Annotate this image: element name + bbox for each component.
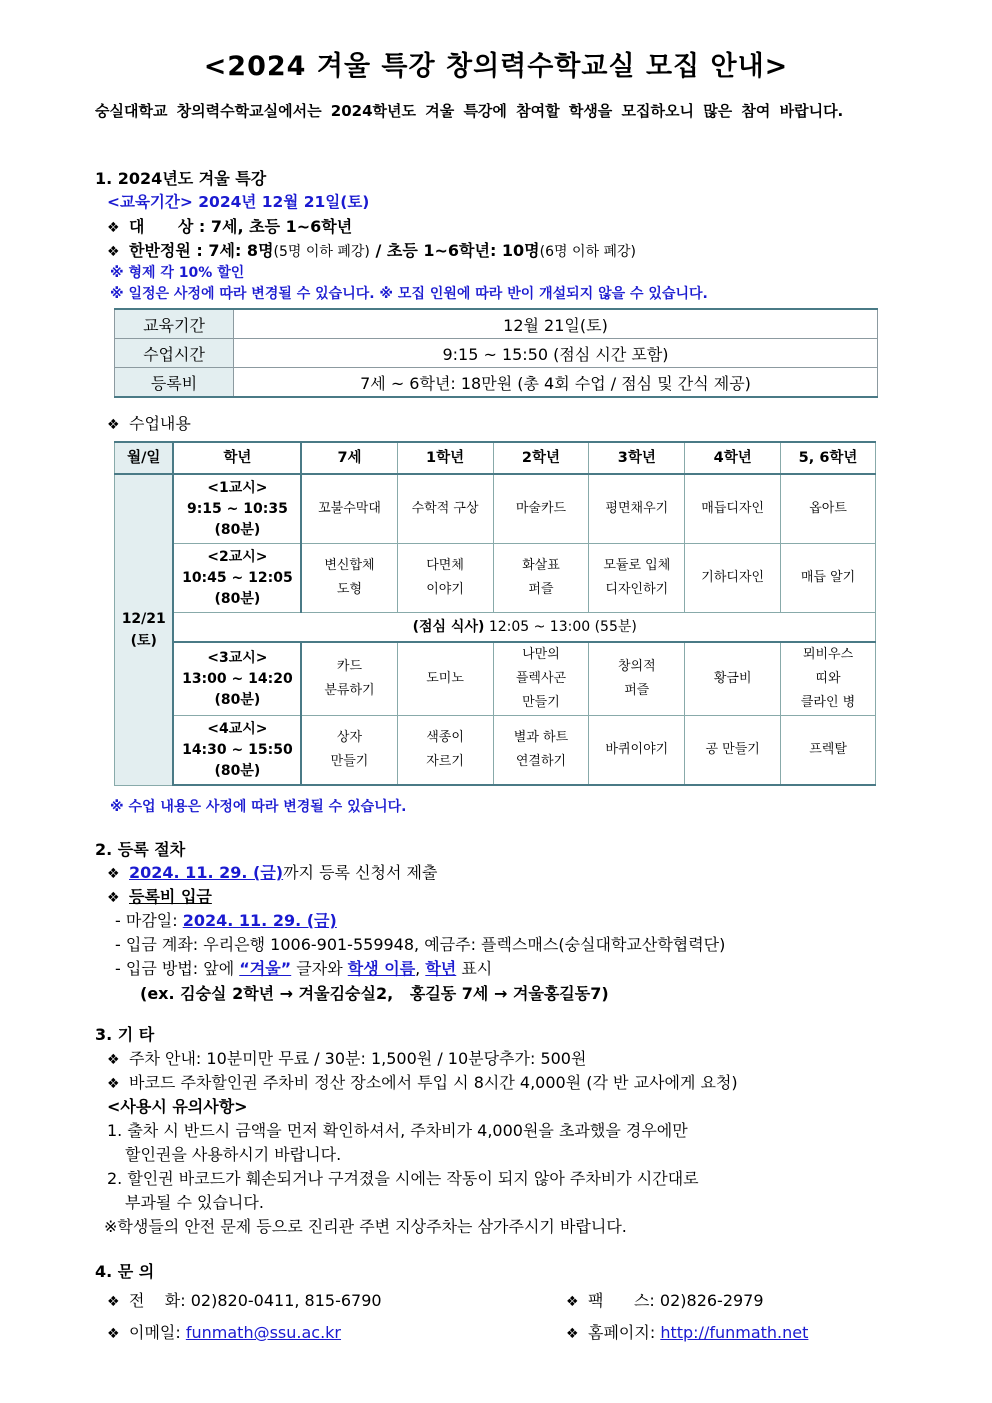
class-cell: 옵아트	[781, 474, 876, 544]
header-g2: 2학년	[493, 442, 589, 474]
lunch-row	[115, 613, 876, 643]
fee-line	[107, 884, 212, 907]
period-cell	[173, 544, 301, 613]
intro-text: 숭실대학교 창의력수학교실에서는 2024학년도 겨울 특강에 참여할 학생을 모집하오니 많은 참여 바랍니다.	[95, 102, 844, 120]
content-heading: 수업내용	[129, 414, 191, 433]
info-row	[115, 339, 878, 368]
class-cell: 뫼비우스 띠와 클라인 병	[781, 642, 876, 716]
capacity-label: 한반정원	[129, 241, 191, 260]
period-name: <3교시>	[207, 649, 268, 666]
schedule-header-row	[115, 442, 876, 474]
period-name: <1교시>	[207, 479, 268, 496]
class-cell: 도미노	[397, 642, 493, 716]
period-duration: (80분)	[214, 762, 261, 779]
page-title: <2024 겨울 특강 창의력수학교실 모집 안내>	[203, 51, 789, 82]
header-g1: 1학년	[397, 442, 493, 474]
class-cell: 프렉탈	[781, 716, 876, 786]
class-cell: 황금비	[685, 642, 781, 716]
diamond-bullet-icon: ❖	[107, 244, 120, 260]
header-date: 월/일	[115, 442, 174, 474]
period-time: 10:45 ~ 12:05	[182, 569, 293, 586]
class-cell: 상자 만들기	[301, 716, 397, 786]
target-line	[107, 214, 352, 237]
header-grade: 학년	[173, 442, 301, 474]
period-name: <4교시>	[207, 720, 268, 737]
class-cell: 수학적 구상	[397, 474, 493, 544]
fax-value: 02)826-2979	[659, 1291, 764, 1310]
class-cell: 다면체 이야기	[397, 544, 493, 613]
register-text: 까지 등록 신청서 제출	[283, 863, 438, 882]
diamond-bullet-icon: ❖	[107, 1326, 120, 1342]
period-time: 13:00 ~ 14:20	[182, 670, 293, 687]
capacity-b-note: (6명 이하 폐강)	[539, 244, 636, 260]
target-value: : 7세, 초등 1~6학년	[198, 217, 353, 236]
period-cell	[173, 716, 301, 786]
email-link[interactable]: funmath@ssu.ac.kr	[185, 1323, 342, 1342]
caution-1b: 할인권을 사용하시기 바랍니다.	[125, 1145, 342, 1164]
method-name: 학생 이름	[347, 959, 416, 978]
period-cell	[173, 642, 301, 716]
method-text: - 입금 방법: 앞에	[115, 959, 240, 978]
class-cell: 나만의 플렉사곤 만들기	[493, 642, 589, 716]
content-heading-line	[107, 411, 191, 434]
deadline-value: 2024. 11. 29. (금)	[182, 911, 337, 930]
info-label: 등록비	[115, 368, 234, 398]
note-content-change: ※ 수업 내용은 사정에 따라 변경될 수 있습니다.	[110, 799, 407, 815]
schedule-row-2	[115, 544, 876, 613]
diamond-bullet-icon: ❖	[107, 1052, 120, 1068]
caution-3: ※학생들의 안전 문제 등으로 진리관 주변 지상주차는 삼가주시기 바랍니다.	[104, 1217, 627, 1236]
schedule-row-3	[115, 642, 876, 716]
lunch-cell	[173, 613, 875, 643]
section-3-heading: 3. 기 타	[95, 1025, 155, 1044]
day-date: 12/21	[121, 610, 166, 627]
barcode-text: 바코드 주차할인권 주차비 정산 장소에서 투입 시 8시간 4,000원 (각 반 교사에게 요청)	[129, 1073, 738, 1092]
note-schedule: ※ 일정은 사정에 따라 변경될 수 있습니다. ※ 모집 인원에 따라 반이 개설되지 않을 수 있습니다.	[110, 286, 708, 302]
class-cell: 공 만들기	[685, 716, 781, 786]
barcode-line	[107, 1070, 738, 1093]
parking-line	[107, 1046, 586, 1069]
class-cell: 카드 분류하기	[301, 642, 397, 716]
diamond-bullet-icon: ❖	[107, 1294, 120, 1310]
caution-heading: <사용시 유의사항>	[107, 1097, 248, 1116]
period-cell	[173, 474, 301, 544]
fee-heading: 등록비 입금	[129, 887, 212, 906]
class-cell: 매듭디자인	[685, 474, 781, 544]
homepage-line	[566, 1320, 808, 1343]
section-2-heading: 2. 등록 절차	[95, 840, 186, 859]
class-cell: 모듈로 입체 디자인하기	[589, 544, 685, 613]
period-line: <교육기간> 2024년 12월 21일(토)	[107, 193, 370, 211]
header-g56: 5, 6학년	[781, 442, 876, 474]
diamond-bullet-icon: ❖	[107, 1076, 120, 1092]
phone-value: 02)820-0411, 815-6790	[190, 1291, 382, 1310]
class-cell: 색종이 자르기	[397, 716, 493, 786]
class-cell: 변신합체 도형	[301, 544, 397, 613]
info-table	[114, 308, 878, 398]
caution-1a: 1. 출차 시 반드시 금액을 먼저 확인하셔서, 주차비가 4,000원을 초과했을 경우에만	[107, 1121, 688, 1140]
phone-line	[107, 1288, 382, 1311]
email-line	[107, 1320, 341, 1343]
period-time: 14:30 ~ 15:50	[182, 741, 293, 758]
target-label: 대 상	[129, 217, 194, 236]
header-7: 7세	[301, 442, 397, 474]
fax-label: 팩 스:	[588, 1291, 660, 1310]
class-cell: 기하디자인	[685, 544, 781, 613]
deadline-line	[115, 908, 337, 931]
caution-2a: 2. 할인권 바코드가 훼손되거나 구겨졌을 시에는 작동이 되지 않아 주차비가 시간대로	[107, 1169, 699, 1188]
info-row	[115, 309, 878, 339]
method-text: 표시	[456, 959, 493, 978]
info-value: 7세 ~ 6학년: 18만원 (총 4회 수업 / 점심 및 간식 제공)	[234, 368, 878, 398]
register-date: 2024. 11. 29. (금)	[129, 863, 284, 882]
caution-2b: 부과될 수 있습니다.	[125, 1193, 264, 1212]
schedule-row-1	[115, 474, 876, 544]
schedule-table	[114, 441, 876, 786]
diamond-bullet-icon: ❖	[107, 417, 120, 433]
capacity-b: / 초등 1~6학년: 10명	[375, 241, 540, 260]
account-line: - 입금 계좌: 우리은행 1006-901-559948, 예금주: 플렉스매스(숭실대학교산학협력단)	[115, 935, 726, 954]
register-line	[107, 860, 437, 883]
header-g4: 4학년	[685, 442, 781, 474]
capacity-a-note: (5명 이하 폐강)	[273, 244, 370, 260]
info-label: 교육기간	[115, 309, 234, 339]
capacity-a: : 7세: 8명	[196, 241, 274, 260]
period-time: 9:15 ~ 10:35	[186, 500, 288, 517]
note-discount: ※ 형제 각 10% 할인	[110, 265, 245, 281]
phone-label: 전 화:	[129, 1291, 191, 1310]
class-cell: 마술카드	[493, 474, 589, 544]
period-duration: (80분)	[214, 521, 261, 538]
class-cell: 별과 하트 연결하기	[493, 716, 589, 786]
email-label: 이메일:	[129, 1323, 186, 1342]
lunch-label: (점심 식사)	[412, 619, 485, 635]
method-grade: 학년	[425, 959, 457, 978]
fax-line	[566, 1288, 764, 1311]
class-cell: 꼬불수막대	[301, 474, 397, 544]
info-label: 수업시간	[115, 339, 234, 368]
parking-text: 주차 안내: 10분미만 무료 / 30분: 1,500원 / 10분당추가: 500원	[129, 1049, 587, 1068]
section-4-heading: 4. 문 의	[95, 1262, 155, 1281]
lunch-time: 12:05 ~ 13:00 (55분)	[484, 619, 637, 635]
diamond-bullet-icon: ❖	[107, 220, 120, 236]
day-cell	[115, 474, 174, 785]
method-text: 글자와	[291, 959, 348, 978]
method-word: “겨울”	[239, 959, 292, 978]
diamond-bullet-icon: ❖	[107, 890, 120, 906]
diamond-bullet-icon: ❖	[566, 1294, 579, 1310]
class-cell: 창의적 퍼즐	[589, 642, 685, 716]
method-text: ,	[415, 959, 426, 978]
class-cell: 화살표 퍼즐	[493, 544, 589, 613]
period-duration: (80분)	[214, 691, 261, 708]
example-line: (ex. 김숭실 2학년 → 겨울김숭실2, 홍길동 7세 → 겨울홍길동7)	[140, 984, 609, 1003]
day-weekday: (토)	[130, 632, 157, 649]
header-g3: 3학년	[589, 442, 685, 474]
info-value: 12월 21일(토)	[234, 309, 878, 339]
info-value: 9:15 ~ 15:50 (점심 시간 포함)	[234, 339, 878, 368]
period-name: <2교시>	[207, 548, 268, 565]
homepage-label: 홈페이지:	[588, 1323, 661, 1342]
homepage-link[interactable]: http://funmath.net	[660, 1323, 809, 1342]
class-cell: 매듭 알기	[781, 544, 876, 613]
deadline-label: - 마감일:	[115, 911, 183, 930]
period-duration: (80분)	[214, 590, 261, 607]
diamond-bullet-icon: ❖	[566, 1326, 579, 1342]
schedule-row-4	[115, 716, 876, 786]
info-row	[115, 368, 878, 398]
capacity-line	[107, 238, 636, 261]
method-line	[115, 956, 492, 979]
class-cell: 바퀴이야기	[589, 716, 685, 786]
class-cell: 평면채우기	[589, 474, 685, 544]
section-1-heading: 1. 2024년도 겨울 특강	[95, 169, 267, 188]
diamond-bullet-icon: ❖	[107, 866, 120, 882]
